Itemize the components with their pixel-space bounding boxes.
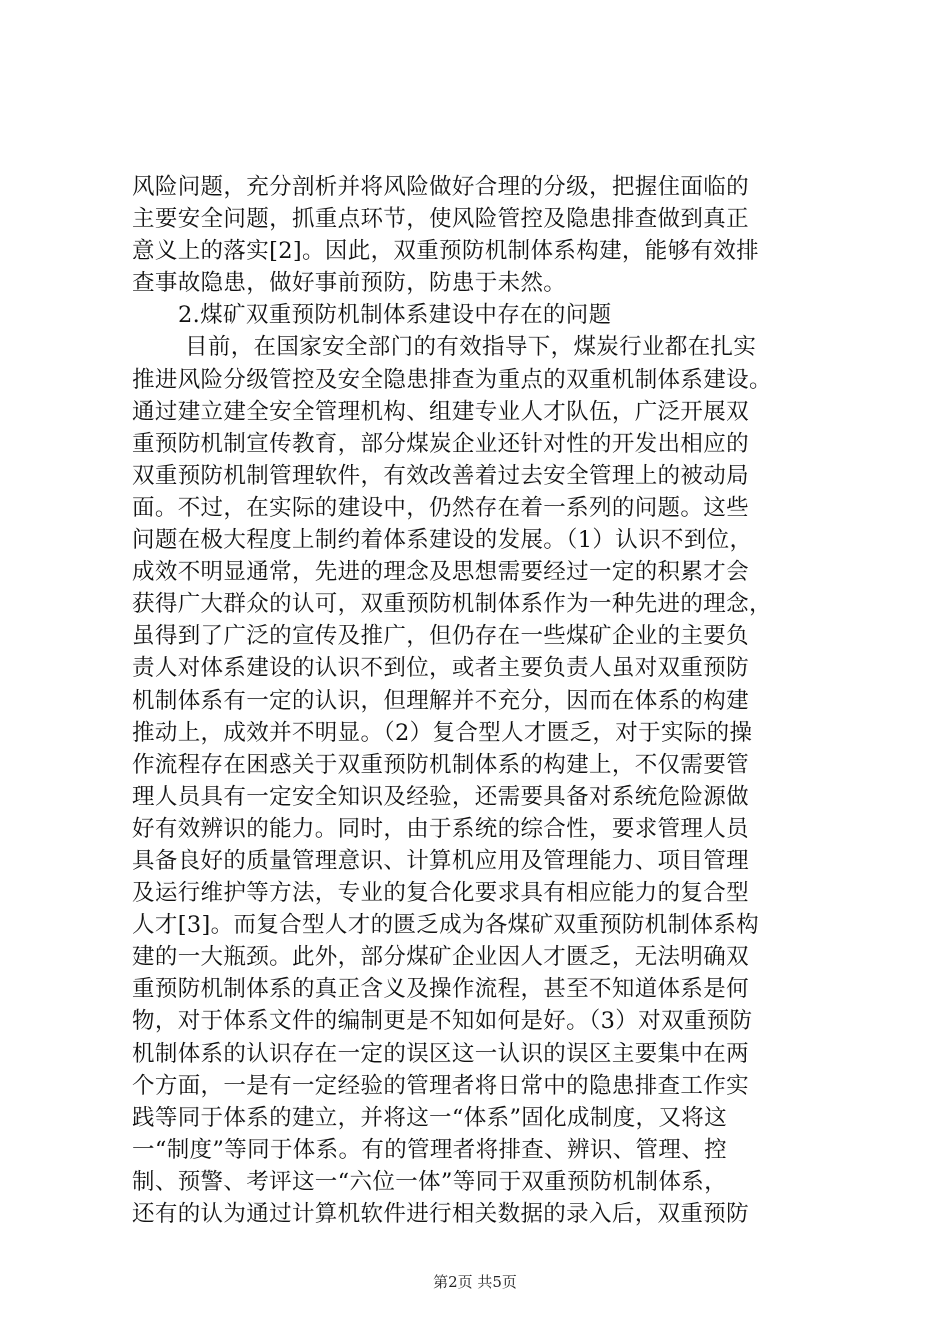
text-line: 责人对体系建设的认识不到位，或者主要负责人虽对双重预防 bbox=[132, 655, 749, 682]
text-line: 推进风险分级管控及安全隐患排查为重点的双重机制体系建设。 bbox=[132, 366, 772, 393]
text-line: 人才[3]。而复合型人才的匮乏成为各煤矿双重预防机制体系构 bbox=[132, 912, 760, 939]
text-line: 风险问题，充分剖析并将风险做好合理的分级，把握住面临的 bbox=[132, 174, 749, 200]
text-line: 一“制度”等同于体系。有的管理者将排查、辨识、管理、控 bbox=[132, 1136, 727, 1163]
text-line: 还有的认为通过计算机软件进行相关数据的录入后，双重预防 bbox=[132, 1201, 749, 1227]
text-line: 制、预警、考评这一“六位一体”等同于双重预防机制体系， bbox=[132, 1168, 727, 1195]
page-footer bbox=[0, 1272, 950, 1292]
text-line: 主要安全问题，抓重点环节，使风险管控及隐患排查做到真正 bbox=[132, 206, 749, 233]
text-line: 物，对于体系文件的编制更是不知如何是好。（3）对双重预防 bbox=[132, 1008, 753, 1035]
page-number-label: 第2页 共5页 bbox=[433, 1273, 517, 1291]
text-line: 成效不明显通常，先进的理念及思想需要经过一定的积累才会 bbox=[132, 559, 749, 586]
text-line: 面。不过，在实际的建设中，仍然存在着一系列的问题。这些 bbox=[132, 494, 749, 521]
text-line: 问题在极大程度上制约着体系建设的发展。（1）认识不到位， bbox=[132, 527, 753, 554]
text-line: 推动上，成效并不明显。（2）复合型人才匮乏，对于实际的操 bbox=[132, 719, 753, 746]
text-line: 通过建立建全安全管理机构、组建专业人才队伍，广泛开展双 bbox=[132, 398, 749, 425]
text-line: 虽得到了广泛的宣传及推广，但仍存在一些煤矿企业的主要负 bbox=[132, 623, 749, 650]
section-heading: 2.煤矿双重预防机制体系建设中存在的问题 bbox=[178, 302, 612, 329]
text-line: 理人员具有一定安全知识及经验，还需要具备对系统危险源做 bbox=[132, 783, 749, 810]
text-line: 机制体系的认识存在一定的误区这一认识的误区主要集中在两 bbox=[132, 1040, 749, 1067]
text-line: 好有效辨识的能力。同时，由于系统的综合性，要求管理人员 bbox=[132, 815, 749, 842]
text-line: 查事故隐患，做好事前预防，防患于未然。 bbox=[132, 270, 567, 297]
text-line: 个方面，一是有一定经验的管理者将日常中的隐患排查工作实 bbox=[132, 1072, 749, 1099]
text-line: 机制体系有一定的认识，但理解并不充分，因而在体系的构建 bbox=[132, 687, 749, 714]
text-line: 作流程存在困惑关于双重预防机制体系的构建上，不仅需要管 bbox=[132, 751, 749, 778]
paragraph-first-line: 目前，在国家安全部门的有效指导下，煤炭行业都在扎实 bbox=[185, 334, 757, 361]
text-line: 践等同于体系的建立，并将这一“体系”固化成制度，又将这 bbox=[132, 1104, 727, 1131]
text-line: 具备良好的质量管理意识、计算机应用及管理能力、项目管理 bbox=[132, 847, 749, 874]
text-line: 获得广大群众的认可，双重预防机制体系作为一种先进的理念， bbox=[132, 591, 772, 618]
text-line: 建的一大瓶颈。此外，部分煤矿企业因人才匮乏，无法明确双 bbox=[132, 944, 749, 971]
text-line: 重预防机制宣传教育，部分煤炭企业还针对性的开发出相应的 bbox=[132, 430, 749, 457]
body-text bbox=[132, 171, 832, 1230]
text-line: 及运行维护等方法，专业的复合化要求具有相应能力的复合型 bbox=[132, 880, 749, 907]
text-line: 双重预防机制管理软件，有效改善着过去安全管理上的被动局 bbox=[132, 462, 749, 489]
text-line: 重预防机制体系的真正含义及操作流程，甚至不知道体系是何 bbox=[132, 976, 749, 1003]
text-line: 意义上的落实[2]。因此，双重预防机制体系构建，能够有效排 bbox=[132, 238, 760, 265]
